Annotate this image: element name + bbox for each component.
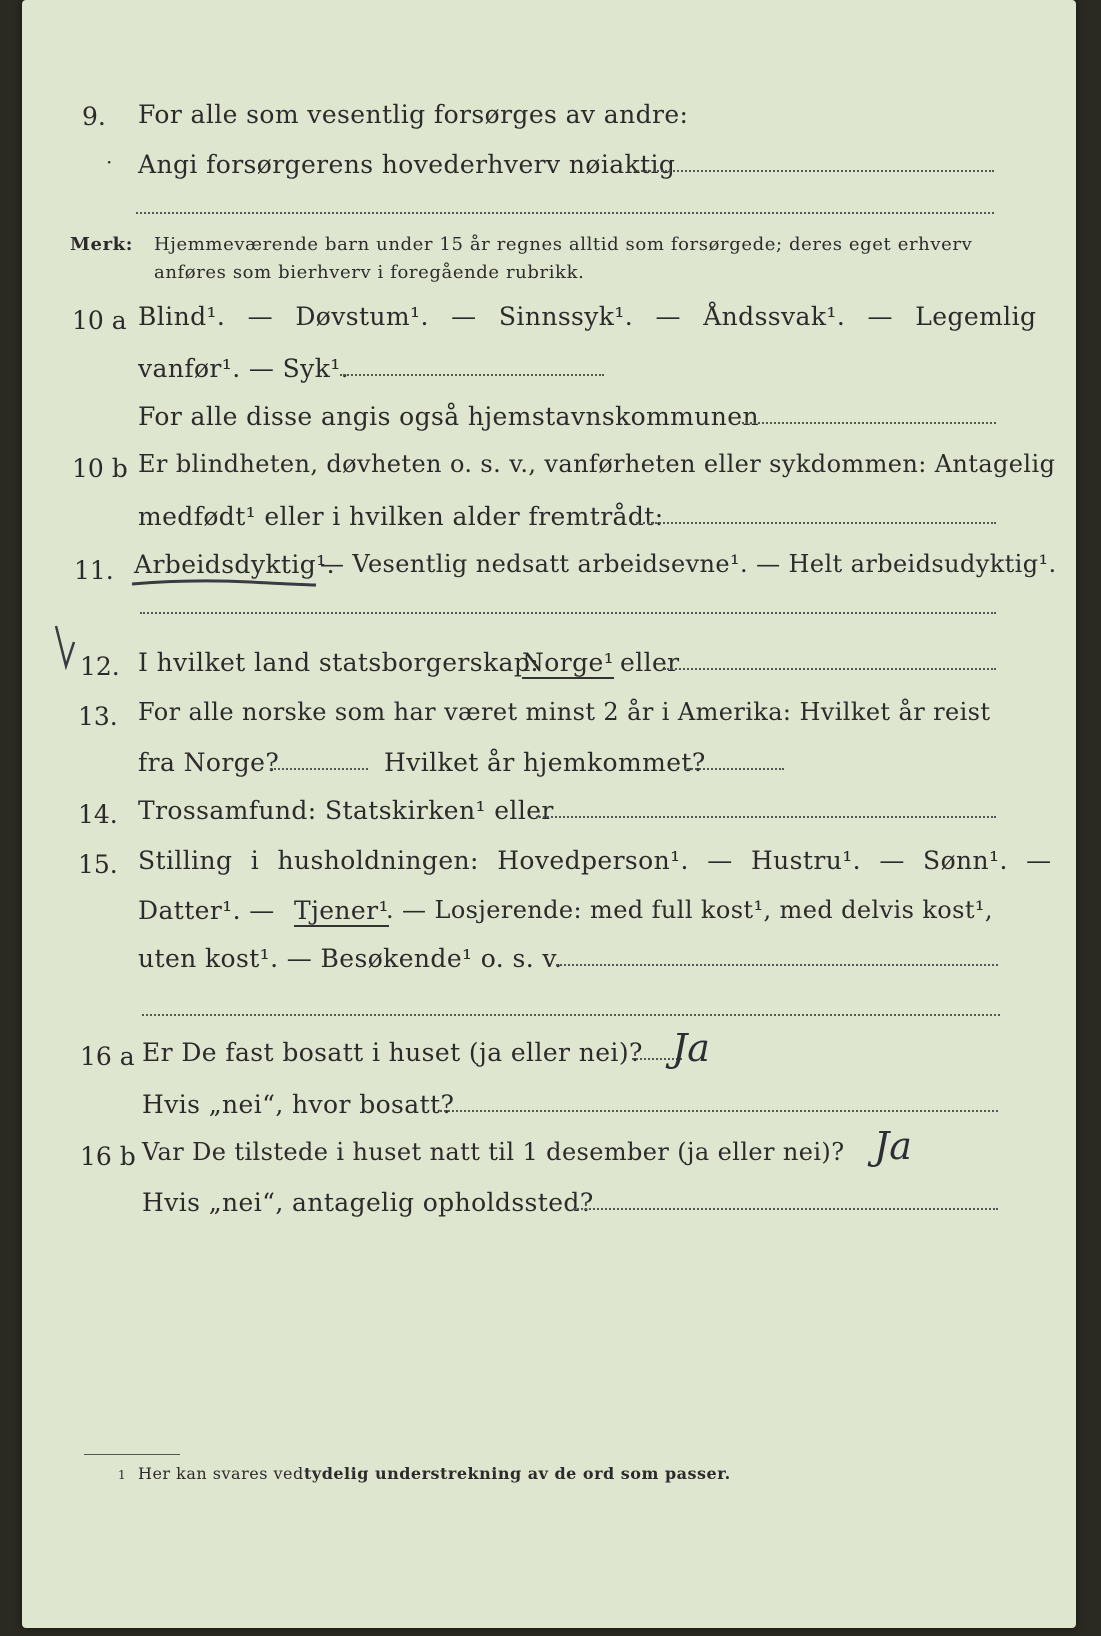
q10a-hometown-line[interactable] [738,422,996,424]
q15-line2c: . — Losjerende: med full kost¹, med delvis kost¹, [386,896,993,924]
q10a-line1: Blind¹. — Døvstum¹. — Sinnssyk¹. — Åndssvak¹. — Legemlig [138,302,1037,331]
q16b-line2: Hvis „nei“, antagelig opholdssted? [142,1188,594,1217]
q13-departure-year-line[interactable] [270,768,368,770]
footnote-marker: 1 [118,1468,127,1482]
census-form-page [22,0,1076,1628]
merk-label: Merk: [70,234,133,255]
q10a-line2: vanfør¹. — Syk¹. [138,354,350,383]
q14-answer-line[interactable] [536,816,996,818]
q10a-line3: For alle disse angis også hjemstavnskommunen [138,402,759,431]
q16b-number: 16 b [80,1142,136,1171]
q16b-handwritten-answer: Ja [874,1124,912,1168]
bullet-dot: · [106,150,113,174]
q12-eller: eller [620,648,680,677]
q16a-line1: Er De fast bosatt i huset (ja eller nei)? [142,1038,643,1067]
q13-line2a: fra Norge? [138,748,280,777]
q13-line2b: Hvilket år hjemkommet? [384,748,706,777]
q16b-location-line[interactable] [574,1208,998,1210]
q13-line1: For alle norske som har været minst 2 år i Amerika: Hvilket år reist [138,698,991,726]
q9-number: 9. [82,102,106,131]
q12-text: I hvilket land statsborgerskap: [138,648,540,677]
merk-line1: Hjemmeværende barn under 15 år regnes alltid som forsørgede; deres eget erhverv [154,234,973,255]
q10b-number: 10 b [72,454,128,483]
footnote-text-1: Her kan svares ved [138,1464,304,1483]
q9-line2: Angi forsørgerens hovederhverv nøiaktig [138,150,676,179]
q15-answer-tjener: Tjener¹ [294,896,389,925]
q15-line3: uten kost¹. — Besøkende¹ o. s. v. [138,944,563,973]
q15-line1: Stilling i husholdningen: Hovedperson¹. — Hustru¹. — Sønn¹. — [138,846,1052,875]
q11-rest: — Vesentlig nedsatt arbeidsevne¹. — Helt arbeidsudyktig¹. [320,550,1057,578]
footnote-separator [84,1454,180,1455]
footnote-text-2: tydelig understrekning av de ord som passer. [304,1464,731,1483]
q14-text: Trossamfund: Statskirken¹ eller [138,796,554,825]
q10a-number: 10 a [72,306,127,335]
q16a-residence-line[interactable] [440,1110,998,1112]
q15-line2a: Datter¹. — [138,896,275,925]
q10b-line2: medfødt¹ eller i hvilken alder fremtrådt: [138,502,664,531]
q15-number: 15. [78,850,118,879]
q12-answer-line[interactable] [664,668,996,670]
q11-answer-line[interactable] [140,612,996,614]
q10a-answer-line[interactable] [340,374,604,376]
q16a-handwritten-answer: Ja [672,1026,710,1070]
q16b-line1: Var De tilstede i huset natt til 1 desember (ja eller nei)? [142,1138,845,1166]
q9-answer-line[interactable] [634,170,994,172]
q14-number: 14. [78,800,118,829]
q13-return-year-line[interactable] [684,768,784,770]
q13-number: 13. [78,702,118,731]
q12-answer-norge: Norge¹ [522,648,615,677]
q15-answer-line[interactable] [556,964,998,966]
q16a-line2: Hvis „nei“, hvor bosatt? [142,1090,455,1119]
q11-handwritten-underline [130,576,320,590]
q11-option-arbeidsdyktig: Arbeidsdyktig¹. [134,550,335,579]
q9-answer-line-2[interactable] [136,212,994,214]
q15-answer-line-2[interactable] [142,1014,1000,1016]
q16a-number: 16 a [80,1042,135,1071]
q12-number: 12. [80,652,120,681]
q10b-line1: Er blindheten, døvheten o. s. v., vanførheten eller sykdommen: Antagelig [138,450,1056,478]
q10b-answer-line[interactable] [636,522,996,524]
q9-line1: For alle som vesentlig forsørges av andre: [138,100,689,129]
merk-line2: anføres som bierhverv i foregående rubrikk. [154,262,585,283]
q11-number: 11. [74,556,114,585]
